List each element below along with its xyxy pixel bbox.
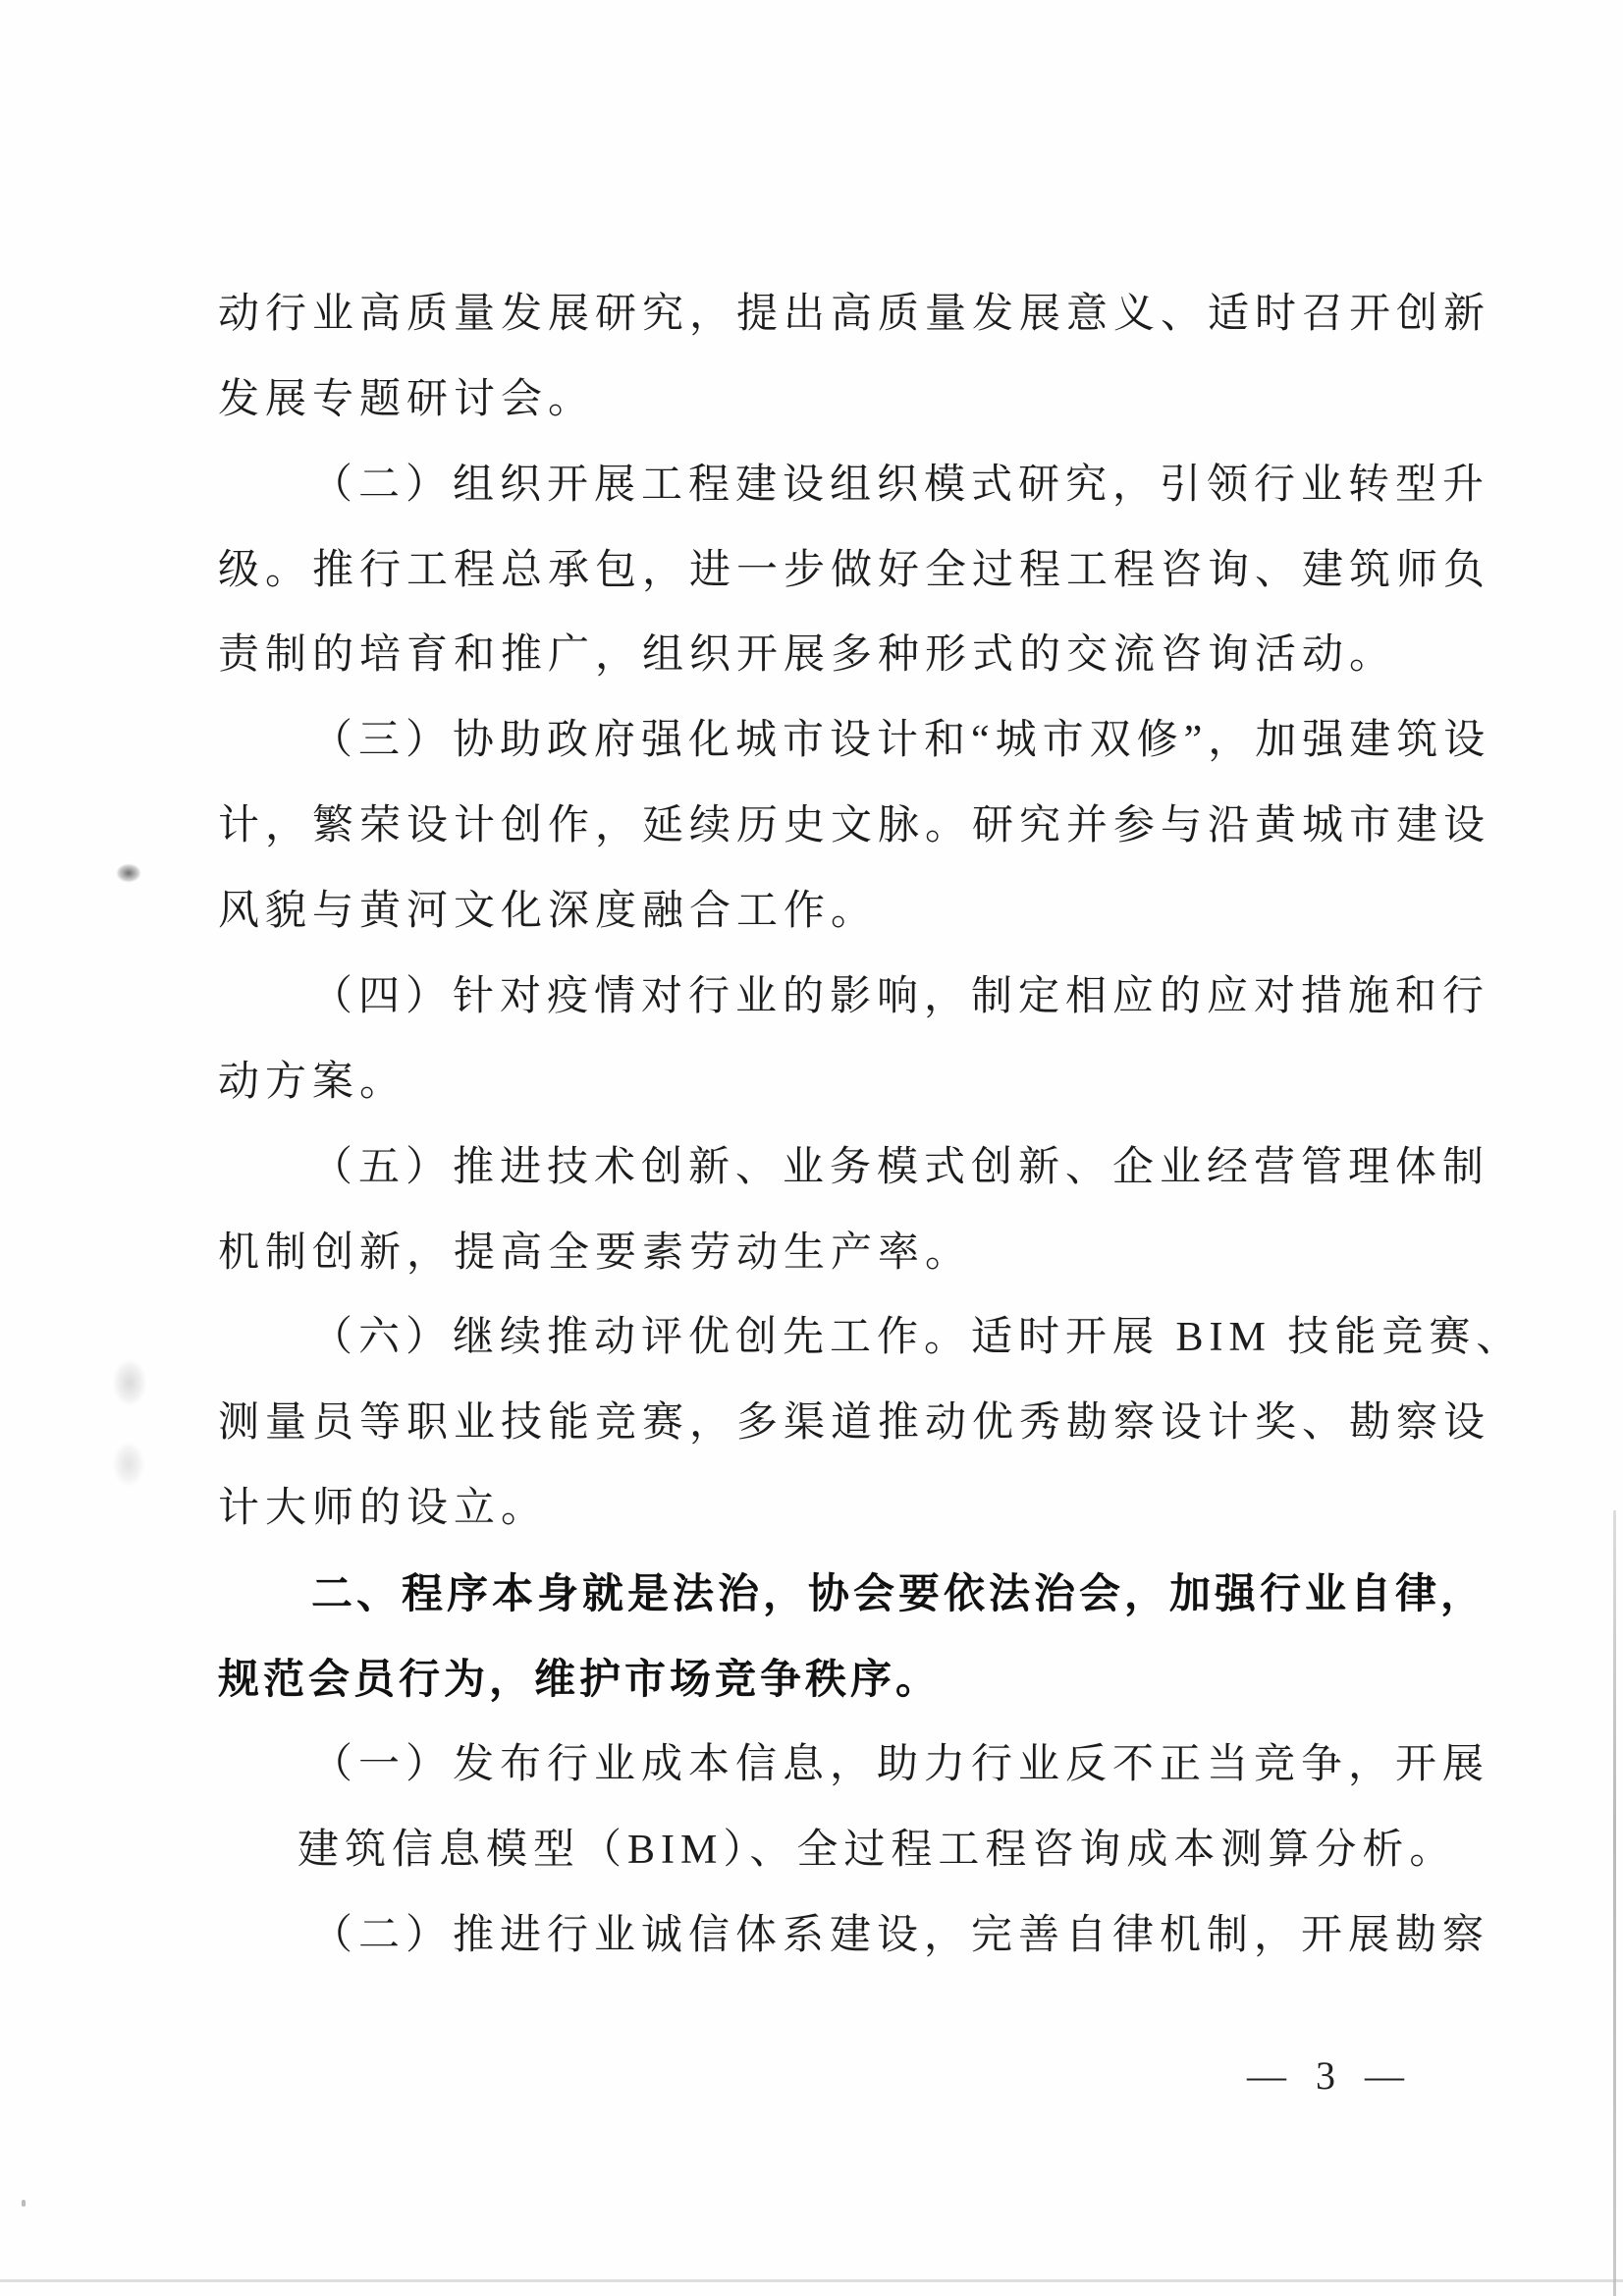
doc-line: 机制创新，提高全要素劳动生产率。 [218, 1230, 973, 1276]
doc-line: （三）协助政府强化城市设计和“城市双修”，加强建筑设 [311, 718, 1491, 763]
doc-line: 建筑信息模型（BIM）、全过程工程咨询成本测算分析。 [298, 1828, 1457, 1873]
doc-line: 风貌与黄河文化深度融合工作。 [218, 889, 879, 934]
doc-line: 测量员等职业技能竞赛，多渠道推动优秀勘察设计奖、勘察设 [218, 1400, 1491, 1446]
ink-smudge-faint [114, 1361, 145, 1404]
doc-line: 发展专题研讨会。 [218, 377, 596, 422]
page-number: — 3 — [1247, 2053, 1414, 2098]
doc-line: （四）针对疫情对行业的影响，制定相应的应对措施和行 [311, 974, 1490, 1019]
ink-smudge-faint [114, 1444, 143, 1485]
doc-line: 动行业高质量发展研究，提出高质量发展意义、适时召开创新 [218, 292, 1491, 337]
scan-edge-shadow-right [1613, 1510, 1616, 2296]
scan-speck [22, 2200, 26, 2207]
doc-line: 计大师的设立。 [218, 1486, 549, 1531]
doc-line: （一）发布行业成本信息，助力行业反不正当竞争，开展 [311, 1742, 1490, 1787]
doc-line: 级。推行工程总承包，进一步做好全过程工程咨询、建筑师负 [218, 548, 1491, 593]
scan-edge-shadow-bottom [0, 2279, 1623, 2282]
doc-line: （五）推进技术创新、业务模式创新、企业经营管理体制 [311, 1145, 1490, 1190]
doc-line: （二）组织开展工程建设组织模式研究，引领行业转型升 [311, 463, 1490, 508]
ink-smudge [117, 864, 140, 882]
doc-line: 计，繁荣设计创作，延续历史文脉。研究并参与沿黄城市建设 [218, 803, 1491, 848]
section-heading-line: 规范会员行为，维护市场竞争秩序。 [218, 1656, 942, 1702]
doc-line: （二）推进行业诚信体系建设，完善自律机制，开展勘察 [311, 1913, 1490, 1958]
section-heading-line: 二、程序本身就是法治，协会要依法治会，加强行业自律， [311, 1570, 1487, 1616]
doc-line: 责制的培育和推广，组织开展多种形式的交流咨询活动。 [218, 632, 1397, 678]
doc-line: （六）继续推动评优创先工作。适时开展 BIM 技能竞赛、 [311, 1315, 1524, 1360]
doc-line: 动方案。 [218, 1060, 407, 1105]
